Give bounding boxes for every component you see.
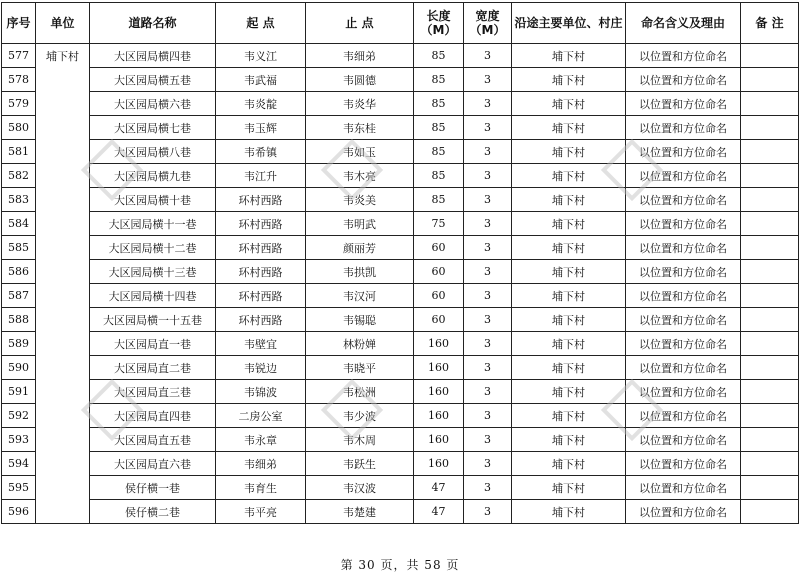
cell-meaning: 以位置和方位命名 (626, 452, 741, 476)
cell-width: 3 (464, 212, 512, 236)
cell-along: 埔下村 (512, 500, 626, 524)
cell-along: 埔下村 (512, 236, 626, 260)
cell-seq: 588 (2, 308, 36, 332)
cell-length: 85 (414, 44, 464, 68)
table-row (2, 380, 799, 404)
cell-width: 3 (464, 188, 512, 212)
cell-start: 环村西路 (216, 212, 306, 236)
header-width (464, 3, 512, 44)
cell-start: 韦江升 (216, 164, 306, 188)
cell-length: 47 (414, 476, 464, 500)
cell-end: 韦晓平 (306, 356, 414, 380)
cell-length: 47 (414, 500, 464, 524)
cell-road: 大区园局直四巷 (90, 404, 216, 428)
cell-length: 85 (414, 188, 464, 212)
cell-seq: 585 (2, 236, 36, 260)
header-width-unit: （M） (469, 23, 506, 37)
cell-end: 韦松洲 (306, 380, 414, 404)
cell-length: 85 (414, 68, 464, 92)
cell-note (741, 476, 799, 500)
cell-road: 侯仔横一巷 (90, 476, 216, 500)
cell-start: 韦平亮 (216, 500, 306, 524)
cell-road: 大区园局直六巷 (90, 452, 216, 476)
table-row (2, 428, 799, 452)
cell-meaning: 以位置和方位命名 (626, 188, 741, 212)
cell-seq: 581 (2, 140, 36, 164)
cell-seq: 579 (2, 92, 36, 116)
cell-meaning: 以位置和方位命名 (626, 68, 741, 92)
cell-seq: 587 (2, 284, 36, 308)
cell-end: 韦木亮 (306, 164, 414, 188)
header-seq: 序号 (2, 3, 36, 44)
cell-road: 侯仔横二巷 (90, 500, 216, 524)
cell-note (741, 380, 799, 404)
cell-meaning: 以位置和方位命名 (626, 476, 741, 500)
header-start: 起 点 (216, 3, 306, 44)
cell-meaning: 以位置和方位命名 (626, 428, 741, 452)
cell-seq: 595 (2, 476, 36, 500)
cell-end: 韦少波 (306, 404, 414, 428)
cell-width: 3 (464, 452, 512, 476)
cell-width: 3 (464, 476, 512, 500)
cell-meaning: 以位置和方位命名 (626, 404, 741, 428)
cell-along: 埔下村 (512, 380, 626, 404)
cell-end: 韦东桂 (306, 116, 414, 140)
cell-along: 埔下村 (512, 140, 626, 164)
cell-length: 85 (414, 92, 464, 116)
table-row (2, 44, 799, 68)
cell-width: 3 (464, 260, 512, 284)
cell-meaning: 以位置和方位命名 (626, 356, 741, 380)
table-row (2, 140, 799, 164)
cell-end: 韦跃生 (306, 452, 414, 476)
cell-along: 埔下村 (512, 428, 626, 452)
cell-seq: 593 (2, 428, 36, 452)
table-row (2, 260, 799, 284)
cell-meaning: 以位置和方位命名 (626, 212, 741, 236)
cell-end: 韦锡聪 (306, 308, 414, 332)
cell-meaning: 以位置和方位命名 (626, 332, 741, 356)
cell-along: 埔下村 (512, 452, 626, 476)
cell-along: 埔下村 (512, 404, 626, 428)
header-note: 备 注 (741, 3, 799, 44)
table-row (2, 188, 799, 212)
cell-width: 3 (464, 164, 512, 188)
cell-along: 埔下村 (512, 92, 626, 116)
cell-length: 160 (414, 452, 464, 476)
cell-along: 埔下村 (512, 308, 626, 332)
cell-along: 埔下村 (512, 476, 626, 500)
cell-width: 3 (464, 428, 512, 452)
cell-length: 85 (414, 140, 464, 164)
header-end: 止 点 (306, 3, 414, 44)
cell-length: 60 (414, 260, 464, 284)
cell-meaning: 以位置和方位命名 (626, 284, 741, 308)
cell-note (741, 92, 799, 116)
cell-seq: 589 (2, 332, 36, 356)
cell-note (741, 308, 799, 332)
cell-end: 韦细弟 (306, 44, 414, 68)
cell-road: 大区园局横十三巷 (90, 260, 216, 284)
cell-start: 环村西路 (216, 308, 306, 332)
cell-road: 大区园局横四巷 (90, 44, 216, 68)
cell-start: 韦细弟 (216, 452, 306, 476)
cell-meaning: 以位置和方位命名 (626, 380, 741, 404)
cell-length: 160 (414, 380, 464, 404)
cell-end: 韦汉河 (306, 284, 414, 308)
cell-note (741, 212, 799, 236)
header-width-label: 宽度 (475, 9, 500, 23)
cell-end: 韦圆德 (306, 68, 414, 92)
cell-note (741, 332, 799, 356)
table-row (2, 236, 799, 260)
cell-along: 埔下村 (512, 44, 626, 68)
cell-length: 160 (414, 404, 464, 428)
cell-along: 埔下村 (512, 356, 626, 380)
cell-seq: 584 (2, 212, 36, 236)
cell-note (741, 188, 799, 212)
cell-along: 埔下村 (512, 188, 626, 212)
cell-seq: 592 (2, 404, 36, 428)
cell-road: 大区园局横十一巷 (90, 212, 216, 236)
cell-start: 韦炎靛 (216, 92, 306, 116)
header-length (414, 3, 464, 44)
header-along: 沿途主要单位、村庄 (512, 3, 626, 44)
cell-length: 75 (414, 212, 464, 236)
cell-end: 林粉婵 (306, 332, 414, 356)
table-row (2, 92, 799, 116)
table-header (2, 3, 799, 44)
cell-road: 大区园局直五巷 (90, 428, 216, 452)
cell-seq: 578 (2, 68, 36, 92)
table-row (2, 356, 799, 380)
cell-start: 韦希镇 (216, 140, 306, 164)
cell-end: 韦明武 (306, 212, 414, 236)
cell-road: 大区园局横十四巷 (90, 284, 216, 308)
cell-start: 韦永章 (216, 428, 306, 452)
table-row (2, 452, 799, 476)
header-length-label: 长度 (426, 9, 451, 23)
cell-end: 韦如玉 (306, 140, 414, 164)
cell-meaning: 以位置和方位命名 (626, 236, 741, 260)
table-row (2, 404, 799, 428)
table-row (2, 500, 799, 524)
page-footer: 第 30 页，共 58 页 (340, 558, 460, 572)
cell-along: 埔下村 (512, 164, 626, 188)
cell-note (741, 284, 799, 308)
cell-start: 韦壁宜 (216, 332, 306, 356)
cell-note (741, 356, 799, 380)
cell-meaning: 以位置和方位命名 (626, 164, 741, 188)
cell-width: 3 (464, 92, 512, 116)
cell-road: 大区园局横九巷 (90, 164, 216, 188)
cell-along: 埔下村 (512, 260, 626, 284)
cell-end: 韦楚建 (306, 500, 414, 524)
road-name-table (1, 2, 799, 524)
cell-end: 韦炎美 (306, 188, 414, 212)
cell-along: 埔下村 (512, 116, 626, 140)
cell-road: 大区园局横七巷 (90, 116, 216, 140)
cell-meaning: 以位置和方位命名 (626, 308, 741, 332)
cell-start: 环村西路 (216, 236, 306, 260)
cell-note (741, 116, 799, 140)
cell-length: 60 (414, 236, 464, 260)
cell-width: 3 (464, 236, 512, 260)
cell-width: 3 (464, 332, 512, 356)
cell-meaning: 以位置和方位命名 (626, 116, 741, 140)
cell-note (741, 260, 799, 284)
cell-width: 3 (464, 284, 512, 308)
cell-end: 韦炎华 (306, 92, 414, 116)
cell-length: 60 (414, 284, 464, 308)
cell-seq: 591 (2, 380, 36, 404)
cell-width: 3 (464, 404, 512, 428)
header-unit: 单位 (36, 3, 90, 44)
cell-seq: 577 (2, 44, 36, 68)
cell-road: 大区园局直三巷 (90, 380, 216, 404)
cell-note (741, 140, 799, 164)
cell-length: 160 (414, 356, 464, 380)
cell-along: 埔下村 (512, 284, 626, 308)
cell-width: 3 (464, 44, 512, 68)
cell-length: 85 (414, 116, 464, 140)
cell-start: 韦武福 (216, 68, 306, 92)
cell-note (741, 236, 799, 260)
cell-note (741, 164, 799, 188)
cell-along: 埔下村 (512, 212, 626, 236)
cell-note (741, 44, 799, 68)
table-row (2, 476, 799, 500)
table-body (2, 44, 799, 524)
cell-road: 大区园局横六巷 (90, 92, 216, 116)
cell-road: 大区园局直一巷 (90, 332, 216, 356)
table-row (2, 308, 799, 332)
cell-start: 二房公室 (216, 404, 306, 428)
header-road: 道路名称 (90, 3, 216, 44)
cell-road: 大区园局横五巷 (90, 68, 216, 92)
cell-end: 颜丽芳 (306, 236, 414, 260)
cell-meaning: 以位置和方位命名 (626, 44, 741, 68)
cell-start: 韦育生 (216, 476, 306, 500)
cell-start: 韦锐边 (216, 356, 306, 380)
cell-end: 韦拱凯 (306, 260, 414, 284)
cell-seq: 586 (2, 260, 36, 284)
table-row (2, 164, 799, 188)
cell-width: 3 (464, 140, 512, 164)
cell-meaning: 以位置和方位命名 (626, 140, 741, 164)
cell-meaning: 以位置和方位命名 (626, 500, 741, 524)
cell-seq: 594 (2, 452, 36, 476)
cell-meaning: 以位置和方位命名 (626, 92, 741, 116)
cell-note (741, 404, 799, 428)
cell-width: 3 (464, 308, 512, 332)
cell-start: 环村西路 (216, 260, 306, 284)
table-row (2, 284, 799, 308)
cell-start: 韦玉辉 (216, 116, 306, 140)
table-row (2, 332, 799, 356)
cell-width: 3 (464, 380, 512, 404)
cell-along: 埔下村 (512, 332, 626, 356)
cell-length: 60 (414, 308, 464, 332)
table-row (2, 68, 799, 92)
cell-road: 大区园局横一十五巷 (90, 308, 216, 332)
cell-width: 3 (464, 116, 512, 140)
cell-note (741, 68, 799, 92)
cell-seq: 582 (2, 164, 36, 188)
cell-along: 埔下村 (512, 68, 626, 92)
cell-road: 大区园局横十二巷 (90, 236, 216, 260)
cell-road: 大区园局横十巷 (90, 188, 216, 212)
cell-seq: 580 (2, 116, 36, 140)
cell-road: 大区园局直二巷 (90, 356, 216, 380)
cell-width: 3 (464, 68, 512, 92)
cell-width: 3 (464, 500, 512, 524)
cell-length: 160 (414, 428, 464, 452)
cell-start: 环村西路 (216, 188, 306, 212)
cell-meaning: 以位置和方位命名 (626, 260, 741, 284)
cell-seq: 596 (2, 500, 36, 524)
cell-note (741, 428, 799, 452)
table-row (2, 212, 799, 236)
cell-end: 韦汉波 (306, 476, 414, 500)
cell-note (741, 500, 799, 524)
cell-start: 环村西路 (216, 284, 306, 308)
cell-seq: 583 (2, 188, 36, 212)
cell-length: 85 (414, 164, 464, 188)
cell-end: 韦木周 (306, 428, 414, 452)
cell-seq: 590 (2, 356, 36, 380)
header-length-unit: （M） (420, 23, 457, 37)
cell-road: 大区园局横八巷 (90, 140, 216, 164)
cell-start: 韦锦波 (216, 380, 306, 404)
cell-unit: 埔下村 (36, 44, 90, 524)
cell-note (741, 452, 799, 476)
header-meaning: 命名含义及理由 (626, 3, 741, 44)
cell-width: 3 (464, 356, 512, 380)
table-row (2, 116, 799, 140)
cell-start: 韦义江 (216, 44, 306, 68)
cell-length: 160 (414, 332, 464, 356)
